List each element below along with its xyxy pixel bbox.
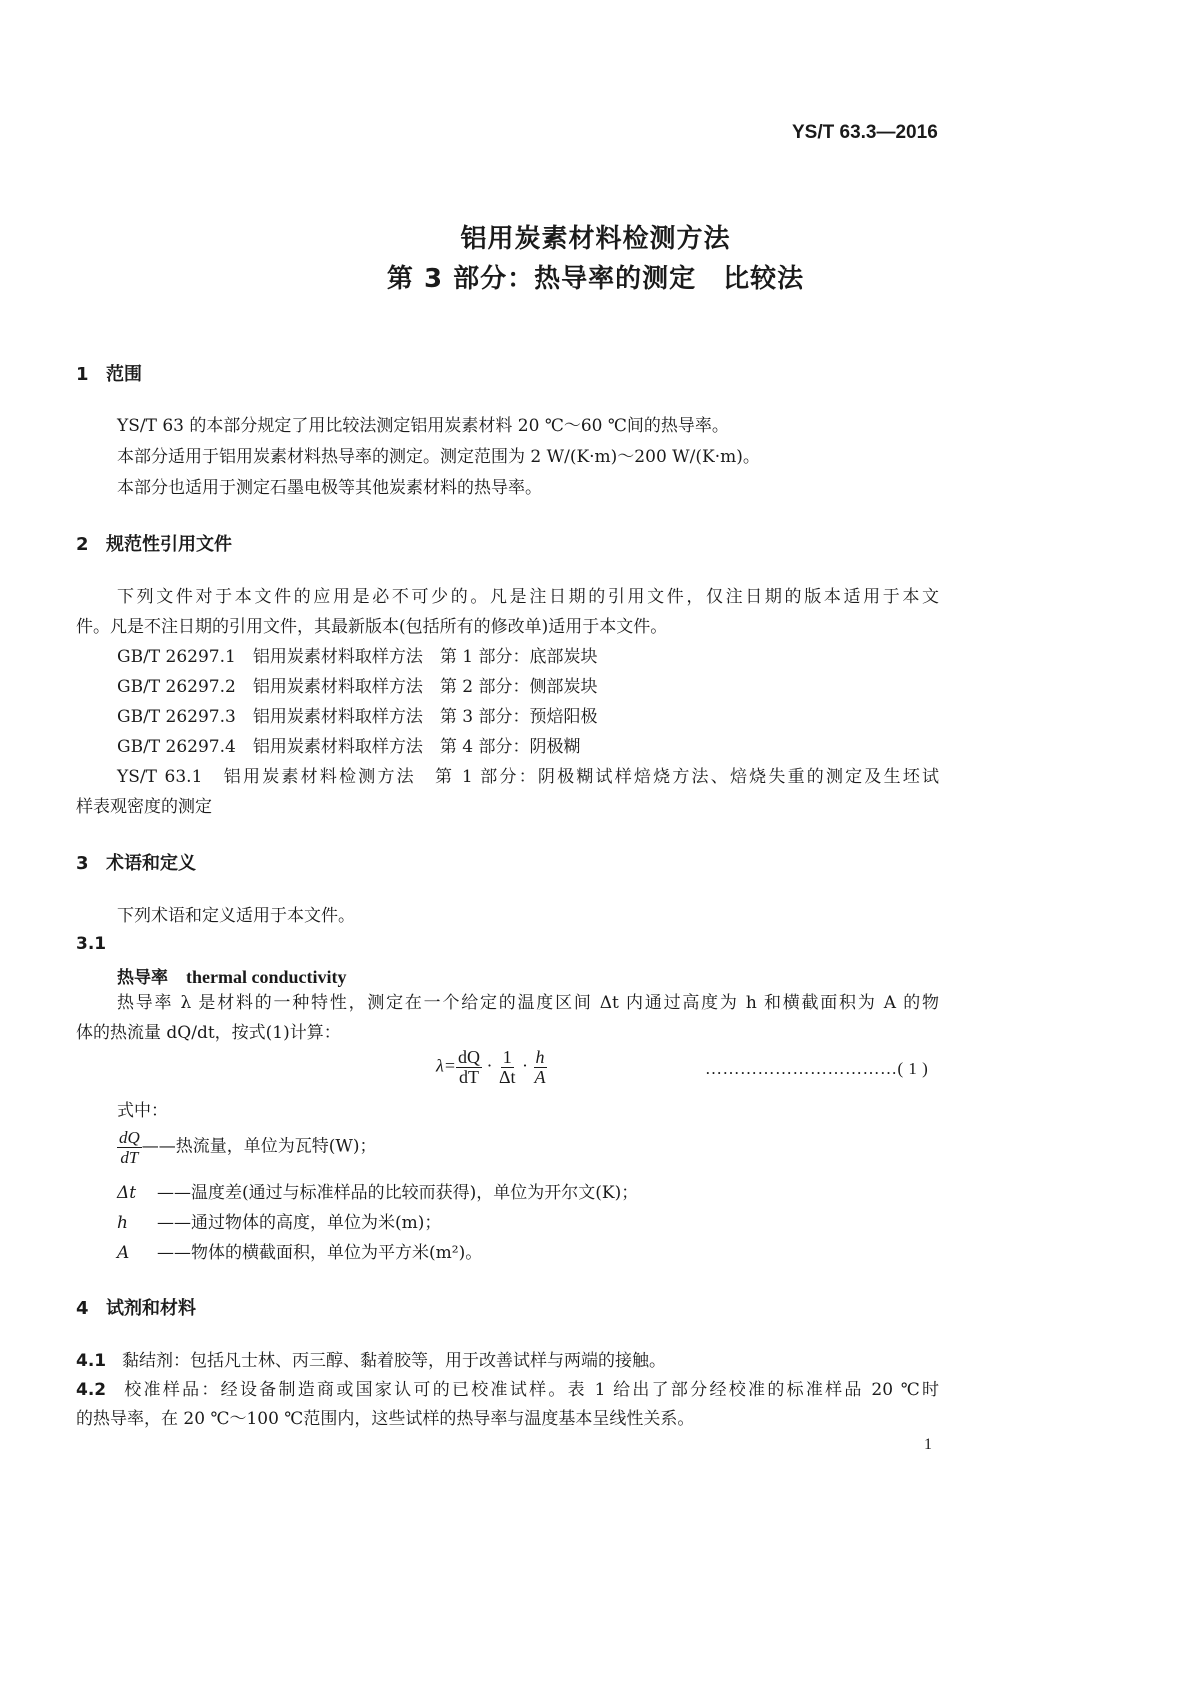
term-definition-line1: 热导率 λ 是材料的一种特性，测定在一个给定的温度区间 Δt 内通过高度为 h 和横截面积为 A 的物: [117, 993, 939, 1013]
variable-entry: [117, 1182, 638, 1204]
reference-item-long-line2: 样表观密度的测定: [76, 797, 212, 817]
section-title: 规范性引用文件: [106, 534, 232, 555]
material-item-4-2-line2: 的热导率，在 20 ℃～100 ℃范围内，这些试样的热导率与温度基本呈线性关系。: [76, 1409, 695, 1429]
material-item-4-2-line1: [76, 1379, 939, 1401]
denominator: dT: [120, 1148, 139, 1167]
section-number: 3: [76, 853, 89, 874]
term-english: thermal conductivity: [186, 967, 347, 987]
numerator: 1: [502, 1047, 512, 1067]
variable-description: ——通过物体的高度，单位为米(m)；: [157, 1213, 442, 1233]
section-3-heading: [76, 849, 196, 875]
reference-item: GB/T 26297.1 铝用炭素材料取样方法 第 1 部分：底部炭块: [117, 647, 598, 667]
section-title: 试剂和材料: [106, 1298, 196, 1319]
formula-lhs: λ=: [436, 1055, 456, 1076]
refs-intro-line1: 下列文件对于本文件的应用是必不可少的。凡是注日期的引用文件，仅注日期的版本适用于本文: [117, 587, 939, 607]
term-chinese: 热导率: [117, 968, 168, 988]
variable-symbol: A: [117, 1243, 130, 1263]
equation-number: ( 1 ): [897, 1059, 929, 1078]
fraction-h-over-a: [533, 1048, 548, 1087]
material-item-4-1: [76, 1350, 666, 1372]
section-title: 范围: [106, 364, 142, 385]
section-2-heading: [76, 530, 232, 556]
section-number: 4: [76, 1298, 89, 1319]
variable-entry: [117, 1242, 482, 1264]
refs-intro-line2: 件。凡是不注日期的引用文件，其最新版本(包括所有的修改单)适用于本文件。: [76, 617, 668, 637]
where-label: 式中：: [117, 1101, 168, 1121]
section-title: 术语和定义: [106, 853, 196, 874]
scope-paragraph-2: 本部分适用于铝用炭素材料热导率的测定。测定范围为 2 W/(K·m)～200 W/(K·m)。: [117, 447, 760, 467]
material-text: 校准样品：经设备制造商或国家认可的已校准试样。表 1 给出了部分经校准的标准样品 20 ℃时: [122, 1380, 939, 1400]
variable-fraction: [117, 1128, 142, 1167]
formula-number: [705, 1059, 928, 1079]
numerator: h: [535, 1047, 545, 1067]
variable-entry: [117, 1212, 441, 1234]
dot-leader: ……………………………: [705, 1059, 898, 1078]
reference-item-long-line1: YS/T 63.1 铝用炭素材料检测方法 第 1 部分：阴极糊试样焙烧方法、焙烧失重的测定及生坯试: [117, 767, 939, 787]
section-number: 2: [76, 534, 89, 555]
material-text: 黏结剂：包括凡士林、丙三醇、黏着胶等，用于改善试样与两端的接触。: [122, 1351, 666, 1371]
section-1-heading: [76, 360, 142, 386]
multiply-dot: ·: [522, 1055, 529, 1076]
variable-description: ——温度差(通过与标准样品的比较而获得)，单位为开尔文(K)；: [157, 1183, 639, 1203]
term-entry: [117, 963, 346, 988]
reference-item: GB/T 26297.3 铝用炭素材料取样方法 第 3 部分：预焙阳极: [117, 707, 598, 727]
denominator: A: [534, 1067, 546, 1087]
document-title-line1: 铝用炭素材料检测方法: [460, 224, 731, 254]
variable-symbol: Δt: [117, 1183, 137, 1203]
clause-number: 4.1: [76, 1351, 107, 1371]
variable-description: ——热流量，单位为瓦特(W)；: [141, 1136, 377, 1157]
term-definition-line2: 体的热流量 dQ/dt，按式(1)计算：: [76, 1023, 341, 1043]
terms-intro: 下列术语和定义适用于本文件。: [117, 906, 355, 926]
multiply-dot: ·: [486, 1055, 493, 1076]
page-number: 1: [924, 1436, 932, 1453]
denominator: dT: [458, 1067, 479, 1087]
numerator: dQ: [457, 1047, 480, 1067]
reference-item: GB/T 26297.2 铝用炭素材料取样方法 第 2 部分：侧部炭块: [117, 677, 598, 697]
scope-paragraph-3: 本部分也适用于测定石墨电极等其他炭素材料的热导率。: [117, 478, 542, 498]
variable-symbol: h: [117, 1213, 128, 1233]
section-4-heading: [76, 1294, 196, 1320]
numerator: dQ: [119, 1128, 140, 1147]
clause-number: 4.2: [76, 1380, 107, 1400]
scope-paragraph-1: YS/T 63 的本部分规定了用比较法测定铝用炭素材料 20 ℃～60 ℃间的热导率。: [117, 416, 729, 436]
formula-1: [436, 1048, 548, 1087]
section-number: 1: [76, 364, 89, 385]
fraction-dq-dt: [456, 1048, 482, 1087]
reference-item: GB/T 26297.4 铝用炭素材料取样方法 第 4 部分：阴极糊: [117, 737, 581, 757]
variable-description: ——物体的横截面积，单位为平方米(m²)。: [157, 1243, 483, 1263]
standard-number: YS/T 63.3—2016: [792, 122, 938, 143]
fraction-1-over-dt: [497, 1048, 518, 1087]
clause-number: 3.1: [76, 934, 107, 954]
variable-heat-flow: [117, 1128, 377, 1167]
document-title-line2: 第 3 部分：热导率的测定 比较法: [386, 264, 805, 294]
denominator: Δt: [498, 1067, 516, 1087]
